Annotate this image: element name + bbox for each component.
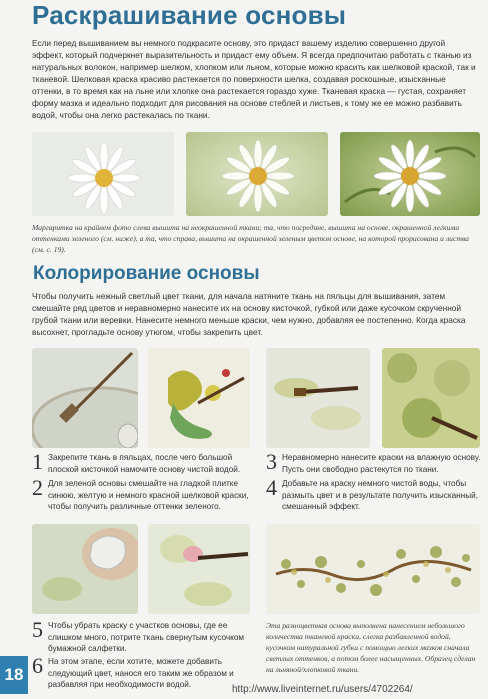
step-1-photo xyxy=(32,348,138,448)
daisy-caption: Маргаритка на крайнем фото слева вышита на неокрашенной ткани; та, что посредине, вышита на основе, окрашенной легкими оттенками зеленого (см. ниже), а та, что справа, вышита на окрашенной зеленым цветом основе, на которой прорисована и листва (см. с. 19). xyxy=(32,223,469,254)
step-3-photo xyxy=(266,348,370,448)
branch-sample-photo xyxy=(266,524,480,614)
step-5-text: Чтобы убрать краску с участков основы, где ее слишком много, потрите ткань свернутым кусочком бумажной салфетки. xyxy=(48,621,245,653)
step-5-photo xyxy=(32,524,138,614)
step-1-number: 1 xyxy=(32,449,43,474)
watermark-url: http://www.liveinternet.ru/users/4702264/ xyxy=(232,684,413,695)
intro-paragraph: Если перед вышиванием вы немного подкрасите основу, это придаст вашему изделию совершенно другой эффект, который подчеркнет выразительность и придаст ему объем. Я всегда предпочитаю работать с тканью из натуральных волокон, например шелком, хлопком или льном, которые можно красить как шелковой краской, так и тканевой. Шелковая краска красиво растекается по поверхности шелка, создавая роскошные, изысканные оттенки, в то время как на льне или хлопке она растекается гораздо хуже. Тканевая краска — густая, сохраняет форму мазка и идеально подходит для рисования на основе стеблей и листьев, к тому же ее можно разбавить водой, чтобы она легко растекалась по ткани. xyxy=(32,38,476,120)
step-4-text: Добавьте на краску немного чистой воды, чтобы размыть цвет и в результате получить изысканный, смешанный эффект. xyxy=(282,479,478,511)
step-4-number: 4 xyxy=(266,475,277,500)
section-title: Колорирование основы xyxy=(33,263,260,284)
page-number-badge: 18 xyxy=(0,656,28,694)
step-1-text: Закрепите ткань в пяльцах, после чего большой плоской кисточкой намочите основу чистой водой. xyxy=(48,453,241,474)
section-intro: Чтобы получить нежный светлый цвет ткани, для начала натяните ткань на пяльцы для вышивания, затем смешайте ряд цветов и неравномерно нанесите их на основу кисточкой, губкой или даже кусочком скрученной грубой ткани или веревки. Нанесите немного меньше краски, чем нужно, добавляя ее постепенно. Когда краска высохнет, прогладьте основу утюгом, чтобы закрепить цвет. xyxy=(32,291,466,337)
daisy-photo-plain xyxy=(32,132,174,216)
step-6-number: 6 xyxy=(32,653,43,678)
step-5-number: 5 xyxy=(32,617,43,642)
step-2-number: 2 xyxy=(32,475,43,500)
daisy-photo-green-leaves xyxy=(340,132,480,216)
step-3-number: 3 xyxy=(266,449,277,474)
daisy-photo-light-green xyxy=(186,132,328,216)
step-6-photo xyxy=(148,524,250,614)
page-title: Раскрашивание основы xyxy=(32,0,347,30)
step-2-text: Для зеленой основы смешайте на гладкой плитке синюю, желтую и немного красной шелковой краски, чтобы получить различные оттенки зеленого. xyxy=(48,479,249,511)
branch-caption: Эта разноцветная основа выполнена нанесением небольшого количества тканевой краски, слегка разбавленной водой, кусочком натуральной губки с помощью легких мазков сначала светлых оттенков, а потом более насыщенных. Образец сделан на льняной/хлопковой ткани. xyxy=(266,621,476,674)
step-6-text: На этом этапе, если хотите, можете добавить следующий цвет, нанося его таким же образом и разбавляя при необходимости водой. xyxy=(48,657,234,689)
step-2-photo xyxy=(148,348,250,448)
step-4-photo xyxy=(382,348,480,448)
step-3-text: Неравномерно нанесите краски на влажную основу. Пусть они свободно растекутся по ткани. xyxy=(282,453,481,474)
